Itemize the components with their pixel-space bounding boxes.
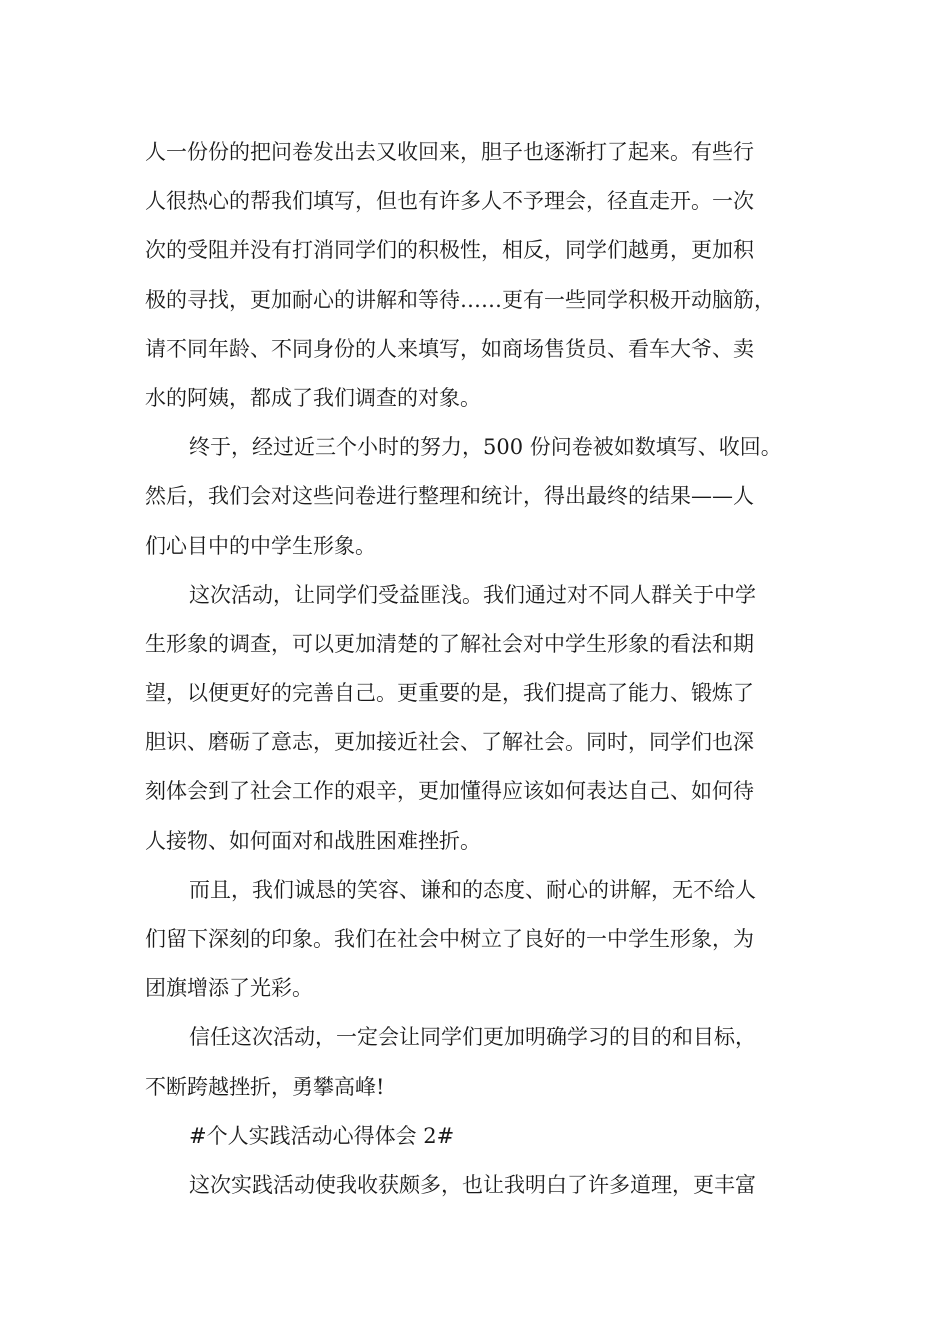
text-line: 请不同年龄、不同身份的人来填写，如商场售货员、看车大爷、卖 [145,336,754,361]
paragraph-start-line: 而且，我们诚恳的笑容、谦和的态度、耐心的讲解，无不给人 [189,877,756,902]
paragraph-start-line: 这次活动，让同学们受益匪浅。我们通过对不同人群关于中学 [189,582,756,607]
text-line: 不断跨越挫折，勇攀高峰! [145,1074,385,1099]
text-line: 们心目中的中学生形象。 [145,533,376,558]
text-line: 人接物、如何面对和战胜困难挫折。 [145,828,481,853]
text-line: 生形象的调查，可以更加清楚的了解社会对中学生形象的看法和期 [145,631,754,656]
document-body [145,128,825,1210]
paragraph-start-line: 这次实践活动使我收获颇多，也让我明白了许多道理，更丰富 [189,1172,756,1197]
paragraph-start-line: 信任这次活动，一定会让同学们更加明确学习的目的和目标， [189,1025,756,1050]
text-line: 团旗增添了光彩。 [145,976,313,1001]
text-line: 们留下深刻的印象。我们在社会中树立了良好的一中学生形象，为 [145,927,754,951]
text-line: 次的受阻并没有打消同学们的积极性，相反，同学们越勇，更加积 [145,238,754,263]
section-heading: #个人实践活动心得体会 2# [189,1123,455,1148]
text-line: 胆识、磨砺了意志，更加接近社会、了解社会。同时，同学们也深 [145,730,754,755]
text-line: 人一份份的把问卷发出去又收回来，胆子也逐渐打了起来。有些行 [145,140,754,164]
text-line: 望，以便更好的完善自己。更重要的是，我们提高了能力、锻炼了 [145,681,754,706]
text-line: 然后，我们会对这些问卷进行整理和统计，得出最终的结果——人 [145,484,754,509]
text-line: 水的阿姨，都成了我们调查的对象。 [145,385,481,410]
paragraph-start-line: 终于，经过近三个小时的努力，500 份问卷被如数填写、收回。 [189,435,782,460]
text-line: 人很热心的帮我们填写，但也有许多人不予理会，径直走开。一次 [145,189,754,214]
text-line: 极的寻找，更加耐心的讲解和等待……更有一些同学积极开动脑筋， [145,287,775,312]
text-line: 刻体会到了社会工作的艰辛，更加懂得应该如何表达自己、如何待 [145,779,754,804]
